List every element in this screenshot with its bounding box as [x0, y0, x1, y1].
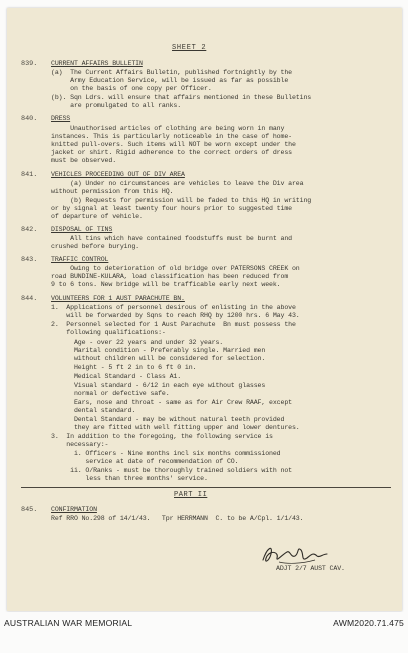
- item-number: 840.: [21, 115, 38, 123]
- item-heading: VOLUNTEERS FOR 1 AUST PARACHUTE BN.: [51, 295, 185, 302]
- archive-name: AUSTRALIAN WAR MEMORIAL: [4, 618, 133, 628]
- item-heading: CONFIRMATION: [51, 506, 97, 513]
- item-number: 839.: [21, 60, 38, 68]
- item-heading: CURRENT AFFAIRS BULLETIN: [51, 60, 143, 67]
- item-number: 841.: [21, 171, 38, 179]
- archive-footer: [0, 612, 408, 653]
- item-number: 843.: [21, 256, 38, 264]
- item-heading: TRAFFIC CONTROL: [51, 256, 109, 263]
- handwritten-signature: [257, 540, 347, 568]
- item-heading: DISPOSAL OF TINS: [51, 226, 113, 233]
- item-body: Ref RRO No.298 of 14/1/43. Tpr HERRMANN C. to be A/Cpl. 1/1/43.: [51, 515, 304, 522]
- section-divider: [21, 487, 391, 488]
- item-number: 844.: [21, 295, 38, 303]
- sheet-title: SHEET 2: [172, 44, 207, 52]
- signature-block: ADJT 2/7 AUST CAV.: [276, 565, 345, 572]
- item-number: 845.: [21, 506, 38, 514]
- item-heading: DRESS: [51, 115, 71, 122]
- item-heading: VEHICLES PROCEEDING OUT OF DIV AREA: [51, 171, 185, 178]
- archive-reference: AWM2020.71.475: [333, 618, 404, 628]
- item-number: 842.: [21, 226, 38, 234]
- part-heading: PART II: [174, 491, 208, 499]
- document-sheet: SHEET 2 839. CURRENT AFFAIRS BULLETIN (a) The Current Affairs Bulletin, published fortnightly by the Army Education Service, will be issued as far as possible on the basis of one copy per Officer. (b). Sqn Ldrs. will ensure that affairs mentioned in these Bulletins are promulgated to all ranks. 840. DRESS Unauthorised articles of clothing are being worn in many instances. This is particularly noticeable in the case of home- knitted pull-overs. Such items will NOT be worn except under the jacket or shirt. Rigid adherence to the correct orders of dress must be observed. 841. VEHICLES PROCEEDING OUT OF DIV AREA (a) Under no circumstances are vehicles to leave the Div area without permission from this HQ. (b) Requests for permission will be faded to this HQ in writing or by signal at least twenty four hours prior to suggested time of departure of vehicle. 842. DISPOSAL OF TINS All tins which have contained foodstuffs must be burnt and crushed before burying. 843. TRAFFIC CONTROL Owing to deterioration of old bridge over PATERSONS CREEK on road BUNDINE-KULARA, load classification has been reduced from 9 to 6 tons. New bridge will be trafficable early next week. 844. VOLUNTEERS FOR 1 AUST PARACHUTE BN. 1. Applications of personnel desirous of enlisting in the above will be forwarded by Sqns to reach RHQ by 1200 hrs. 6 May 43. 2. Personnel selected for 1 Aust Parachute Bn must possess the following qualifications:- Age - over 22 years and under 32 years. Marital condition - Preferably single. Married men without children will be considered for selection. Height - 5 ft 2 in to 6 ft 0 in. Medical Standard - Class A1. Visual standard - 6/12 in each eye without glasses normal or defective safe. Ears, nose and throat - same as for Air Crew RAAF, except dental standard. Dental Standard - may be without natural teeth provided they are fitted with well fitting upper and lower dentures. 3. In addition to the foregoing, the following service is necessary:- i. Officers - Nine months incl six months commissioned service at date of recommendation of CO. ii. O/Ranks - must be thoroughly trained soldiers with not less than three months' service. PART II 845. CONFIRMATION Ref RRO No.298 of 14/1/43. Tpr HERRMANN C. to be A/Cpl. 1/1/43. ADJT 2/7 AUST CAV.: [7, 8, 402, 611]
